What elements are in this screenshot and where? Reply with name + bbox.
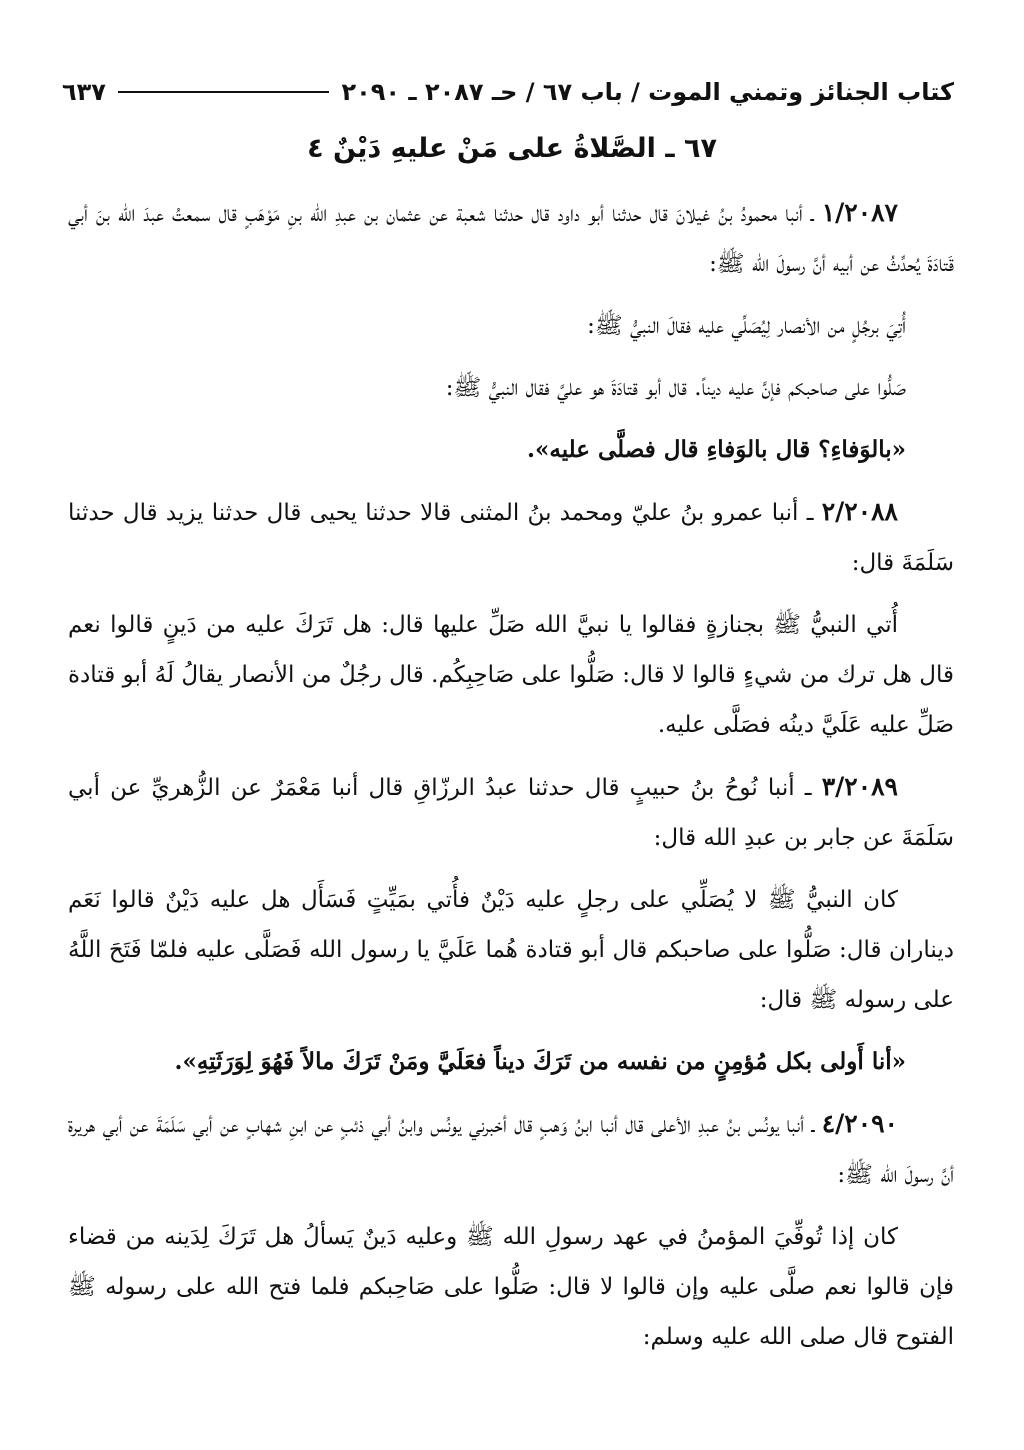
hadith-text-line: أُتي النبيُّ ﷺ بجنازةٍ فقالوا يا نبيَّ الله صَلِّ عليها قال: هل تَرَكَ عليه من دَينٍ قالوا نعم قال هل ترك من شيءٍ قالوا لا قال: صَلُّوا على صَاحِبِكُم. قال رجُلٌ من الأنصار يقالُ لَهُ أبو قتادة صَلِّ عليه عَلَيَّ دينُه فصَلَّى عليه. (68, 612, 954, 738)
hadith-isnad-text: ـ أنبا محمودُ بنُ غيلانَ قال حدثنا أبو داود قال حدثنا شعبة عن عثمان بن عبدِ الله بنِ مَوْهَبٍ قال سمعتُ عبدَ الله بنَ أبي قَتادَةَ يُحدِّثُ عن أبيه أنَّ رسولَ الله ﷺ: (68, 201, 954, 277)
hadith-closing-quote: «بالوَفاءِ؟ قال بالوَفاءِ قال فصلَّى عليه». (527, 436, 906, 463)
hadith-text-line: كان النبيُّ ﷺ لا يُصَلِّي على رجلٍ عليه دَيْنٌ فأُتي بمَيِّتٍ فَسَأَل هل عليه دَيْنٌ قالوا نَعَم ديناران قال: صَلُّوا على صاحبكم قال أبو قتادة هُما عَلَيَّ يا رسول الله فَصَلَّى عليه فلمّا فَتَحَ اللَّهُ على رسوله ﷺ قال: (68, 887, 954, 1013)
hadith-isnad (68, 188, 954, 289)
hadith-isnad-text: ـ أنبا يونُس بنُ عبدِ الأعلى قال أنبا ابنُ وَهبٍ قال أخبرني يونُس وابنُ أبي ذئبٍ عن ابنِ شهابٍ عن أبي سَلَمَةَ عن أبي هريرة أنَّ رسولَ الله ﷺ: (68, 1112, 954, 1188)
header-rule (118, 91, 330, 93)
hadith-isnad-text: ـ أنبا نُوحُ بنُ حبيبٍ قال حدثنا عبدُ الرزّاقِ قال أنبا مَعْمَرٌ عن الزُّهريِّ عن أبي سَلَمَةَ عن جابر بن عبدِ الله قال: (68, 775, 954, 851)
hadith-number: ٣/٢٠٨٩ (821, 772, 898, 801)
hadith-isnad-text: ـ أنبا عمرو بنُ عليّ ومحمد بنُ المثنى قالا حدثنا يحيى قال حدثنا يزيد قال حدثنا سَلَمَةَ قال: (68, 500, 954, 576)
page-number: ٦٣٧ (62, 78, 106, 106)
hadith-text-line: صَلُّوا على صاحبكم فإنَّ عليه ديناً. قال أبو قتادَةَ هو عليَّ فقال النبيُّ ﷺ: (445, 375, 906, 401)
hadith-number: ٤/٢٠٩٠ (821, 1109, 898, 1138)
hadith-text-line: كان إذا تُوفِّيَ المؤمنُ في عهد رسولِ الله ﷺ وعليه دَينٌ يَسألُ هل تَرَكَ لِدَينه من قضاء فإن قالوا نعم صلَّى عليه وإن قالوا لا قال: صَلُّوا على صَاحِبكم فلما فتح الله على رسوله ﷺ الفتوح قال صلى الله عليه وسلم: (68, 1224, 954, 1350)
hadith-text-line: أُتِيَ برجُلٍ من الأنصار لِيُصَلِّي عليه فقالَ النبيُّ ﷺ: (587, 313, 906, 339)
chapter-title: ٦٧ ـ الصَّلاةُ على مَنْ عليهِ دَيْنٌ ٤ (307, 133, 717, 164)
hadith-number: ٢/٢٠٨٨ (821, 497, 898, 526)
hadith-number: ١/٢٠٨٧ (821, 198, 898, 227)
hadith-closing-quote: «أنا أَولى بكل مُؤمِنٍ من نفسه من تَرَكَ ديناً فعَلَيَّ ومَنْ تَرَكَ مالاً فَهُوَ لِوَرَثَتِهِ». (174, 1048, 906, 1075)
hadith-isnad (68, 487, 954, 588)
running-title: كتاب الجنائز وتمني الموت / باب ٦٧ / حـ ٢٠٨٧ ـ ٢٠٩٠ (341, 78, 954, 106)
hadith-text-body (68, 188, 954, 1374)
hadith-isnad (68, 1099, 954, 1200)
running-header (62, 72, 954, 112)
hadith-isnad (68, 762, 954, 863)
